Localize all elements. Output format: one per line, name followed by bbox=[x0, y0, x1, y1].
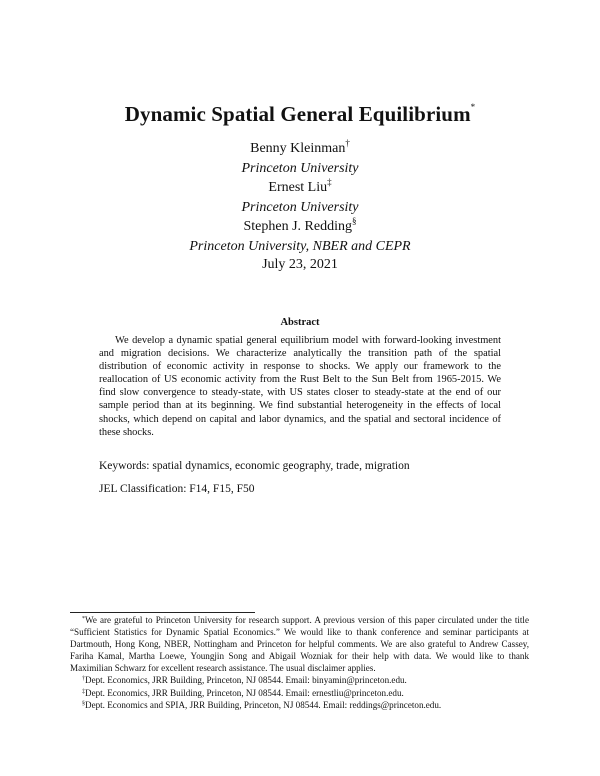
keywords: Keywords: spatial dynamics, economic geography, trade, migration bbox=[99, 460, 410, 472]
author-3-mark: § bbox=[352, 216, 357, 226]
paper-title bbox=[0, 102, 600, 127]
paper-date: July 23, 2021 bbox=[262, 257, 338, 272]
abstract-heading: Abstract bbox=[280, 317, 320, 328]
author-1-mark: † bbox=[345, 138, 350, 148]
footnote-text: Dept. Economics, JRR Building, Princeton, NJ 08544. Email: ernestliu@princeton.edu. bbox=[85, 687, 404, 698]
footnote-mark: § bbox=[82, 700, 85, 707]
footnote bbox=[70, 614, 529, 674]
title-footnote-mark: * bbox=[470, 102, 476, 112]
footnote-mark: † bbox=[82, 676, 85, 683]
footnote-text: Dept. Economics, JRR Building, Princeton, NJ 08544. Email: binyamin@princeton.edu. bbox=[85, 675, 407, 686]
abstract-body: We develop a dynamic spatial general equilibrium model with forward-looking investment and migration decisions. We characterize analytically the transition path of the spatial distribution of economic activity in response to shocks. We apply our framework to the reallocation of US economic activity from the Rust Belt to the Sun Belt from 1965-2015. We find slow convergence to steady-state, with US states closer to steady-state at the end of our sample period than at its beginning. We find substantial heterogeneity in the effects of local shocks, which depend on capital and labor dynamics, and the spatial and sectoral incidence of these shocks. bbox=[99, 335, 501, 438]
footnotes bbox=[70, 614, 529, 711]
author-name bbox=[0, 178, 600, 198]
footnote-text: Dept. Economics and SPIA, JRR Building, Princeton, NJ 08544. Email: reddings@princeton.edu. bbox=[85, 699, 442, 710]
author-2-name: Ernest Liu bbox=[268, 180, 328, 195]
author-2-mark: ‡ bbox=[327, 177, 332, 187]
author-1-affiliation: Princeton University bbox=[241, 160, 359, 176]
footnote-mark: * bbox=[82, 616, 85, 622]
footnote-text: We are grateful to Princeton University for research support. A previous version of this paper circulated under the title “Sufficient Statistics for Dynamic Spatial Economics.” We would like to thank conference and seminar participants at Dartmouth, Hong Kong, NBER, Nottingham and Princeton for helpful comments. We are also grateful to Andrew Cassey, Fariha Kamal, Martha Loewe, Youngjin Song and Abigail Wozniak for their help with data. We would like to thank Maximilian Schwarz for excellent research assistance. The usual disclaimer applies. bbox=[70, 615, 529, 674]
footnote bbox=[70, 687, 529, 699]
footnote-divider bbox=[70, 612, 255, 613]
author-block bbox=[0, 139, 600, 256]
author-1-name: Benny Kleinman bbox=[250, 141, 346, 156]
author-name bbox=[0, 217, 600, 237]
footnote bbox=[70, 699, 529, 711]
title-text: Dynamic Spatial General Equilibrium bbox=[124, 102, 471, 126]
author-3-name: Stephen J. Redding bbox=[243, 219, 352, 234]
footnote bbox=[70, 674, 529, 686]
author-2-affiliation: Princeton University bbox=[241, 199, 359, 215]
author-name bbox=[0, 139, 600, 159]
footnote-mark: ‡ bbox=[82, 688, 85, 695]
jel-classification: JEL Classification: F14, F15, F50 bbox=[99, 483, 255, 495]
author-3-affiliation: Princeton University, NBER and CEPR bbox=[189, 238, 411, 254]
